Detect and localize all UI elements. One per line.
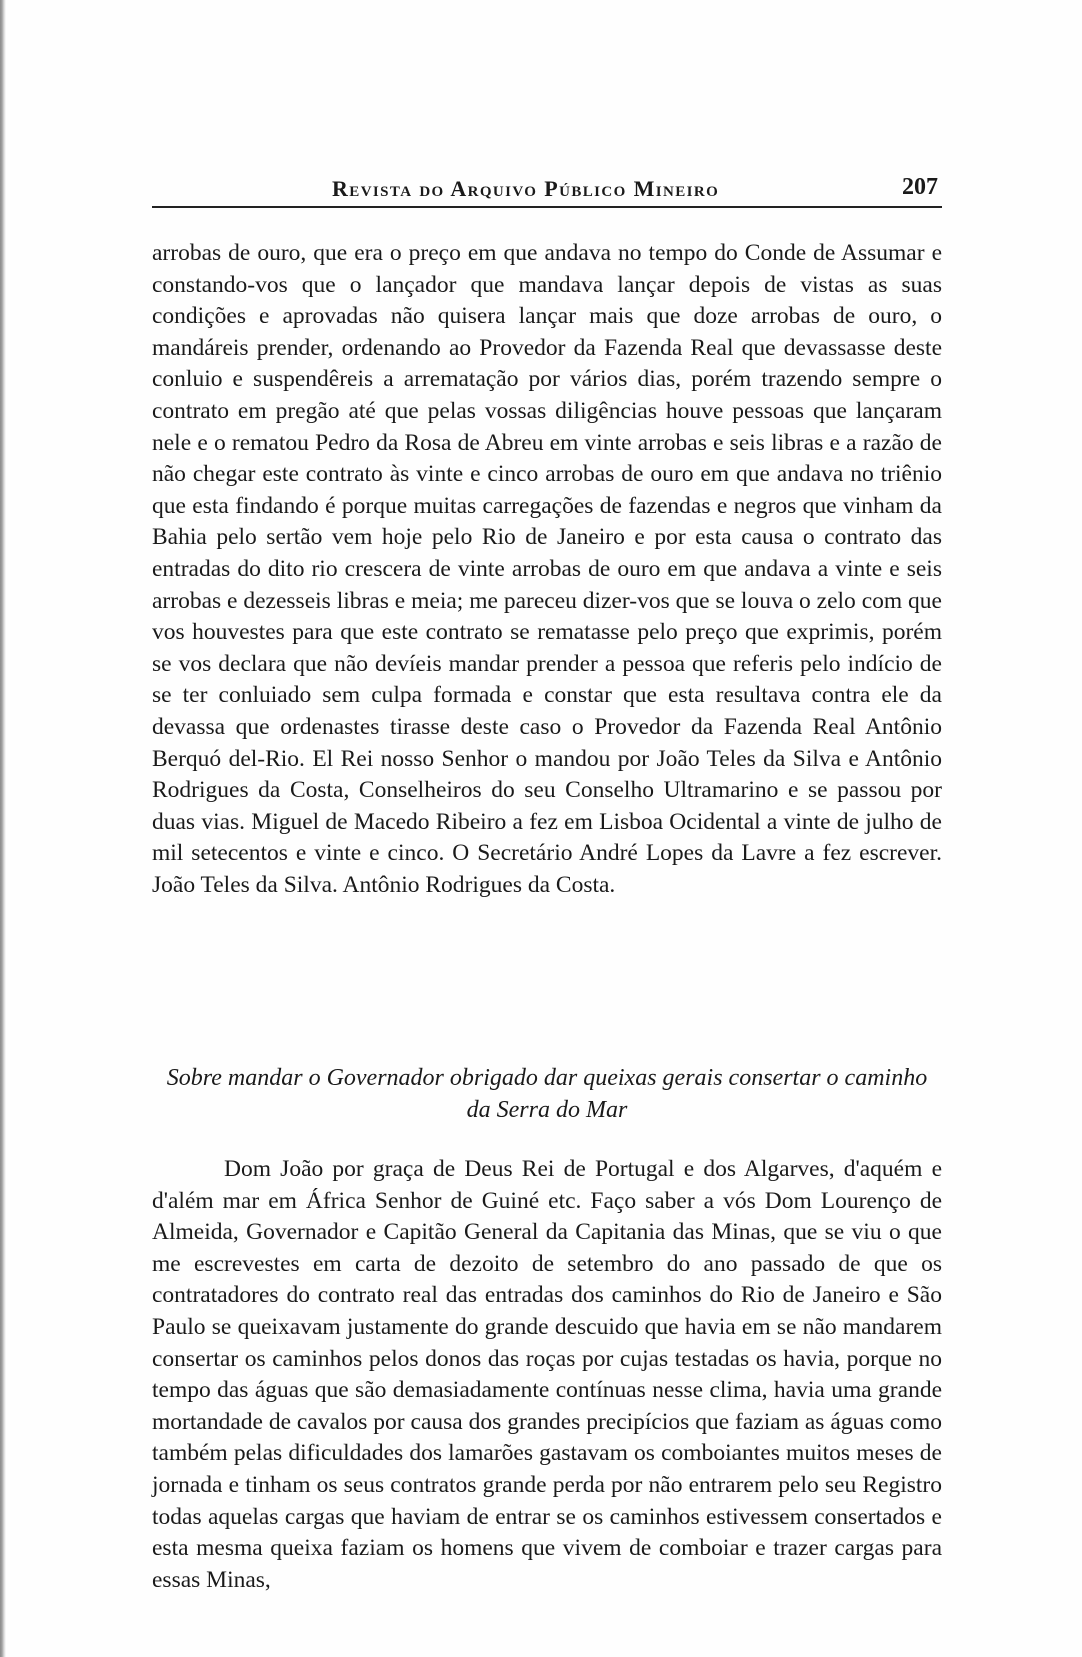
page-number: 207 bbox=[902, 174, 938, 200]
section-heading: Sobre mandar o Governador obrigado dar queixas gerais consertar o caminho da Serra do Mar bbox=[166, 1065, 928, 1123]
body-paragraph-continued: arrobas de ouro, que era o preço em que andava no tempo do Conde de Assumar e constando-vos que o lançador que mandava lançar depois de vistas as suas condições e aprovadas não quisera lançar mais que doze arrobas de ouro, o mandáreis prender, ordenando ao Provedor da Fazenda Real que devassasse deste conluio e suspendêreis a arrematação por vários dias, porém trazendo sempre o contrato em pregão até que pelas vossas diligências houve pessoas que lançaram nele e o rematou Pedro da Rosa de Abreu em vinte arrobas e seis libras e a razão de não chegar este contrato às vinte e cinco arrobas de ouro em que andava no triênio que esta findando é porque muitas carregações de fazendas e negros que vinham da Bahia pelo sertão vem hoje pelo Rio de Janeiro e por esta causa o contrato das entradas do dito rio crescera de vinte arrobas de ouro em que andava a vinte e seis arrobas e dezesseis libras e meia; me pareceu dizer-vos que se louva o zelo com que vos houvestes para que este contrato se rematasse pelo preço que exprimis, porém se vos declara que não devíeis mandar prender a pessoa que referis pelo indício de se ter conluiado sem culpa formada e constar que esta resultava contra ele da devassa que ordenastes tirasse deste caso o Provedor da Fazenda Real Antônio Berquó del-Rio. El Rei nosso Senhor o mandou por João Teles da Silva e Antônio Rodrigues da Costa, Conselheiros do seu Conselho Ultramarino e se passou por duas vias. Miguel de Macedo Ribeiro a fez em Lisboa Ocidental a vinte de julho de mil setecentos e vinte e cinco. O Secretário André Lopes da Lavre a fez escrever. João Teles da Silva. Antônio Rodrigues da Costa. bbox=[152, 240, 942, 898]
running-header bbox=[152, 172, 942, 208]
page-binding-edge bbox=[0, 0, 6, 1657]
body-paragraph-new: Dom João por graça de Deus Rei de Portugal e dos Algarves, d'aquém e d'além mar em África Senhor de Guiné etc. Faço saber a vós Dom Lourenço de Almeida, Governador e Capitão General da Capitania das Minas, que se viu o que me escrevestes em carta de dezoito de setembro do ano passado de que os contratadores do contrato real das entradas dos caminhos do Rio de Janeiro e São Paulo se queixavam justamente do grande descuido que havia em se não mandarem consertar os caminhos pelos donos das roças por cujas testadas os havia, porque no tempo das águas que são demasiadamente contínuas nesse clima, havia uma grande mortandade de cavalos por causa dos grandes precipícios que faziam as águas como também pelas dificuldades dos lamarões gastavam os comboiantes muitos meses de jornada e tinham os seus contratos grande perda por não entrarem pelo seu Registro todas aquelas cargas que haviam de entrar se os caminhos estivessem consertados e esta mesma queixa faziam os homens que vivem de comboiar e trazer cargas para essas Minas, bbox=[152, 1156, 942, 1593]
journal-title: Revista do Arquivo Público Mineiro bbox=[332, 176, 720, 201]
